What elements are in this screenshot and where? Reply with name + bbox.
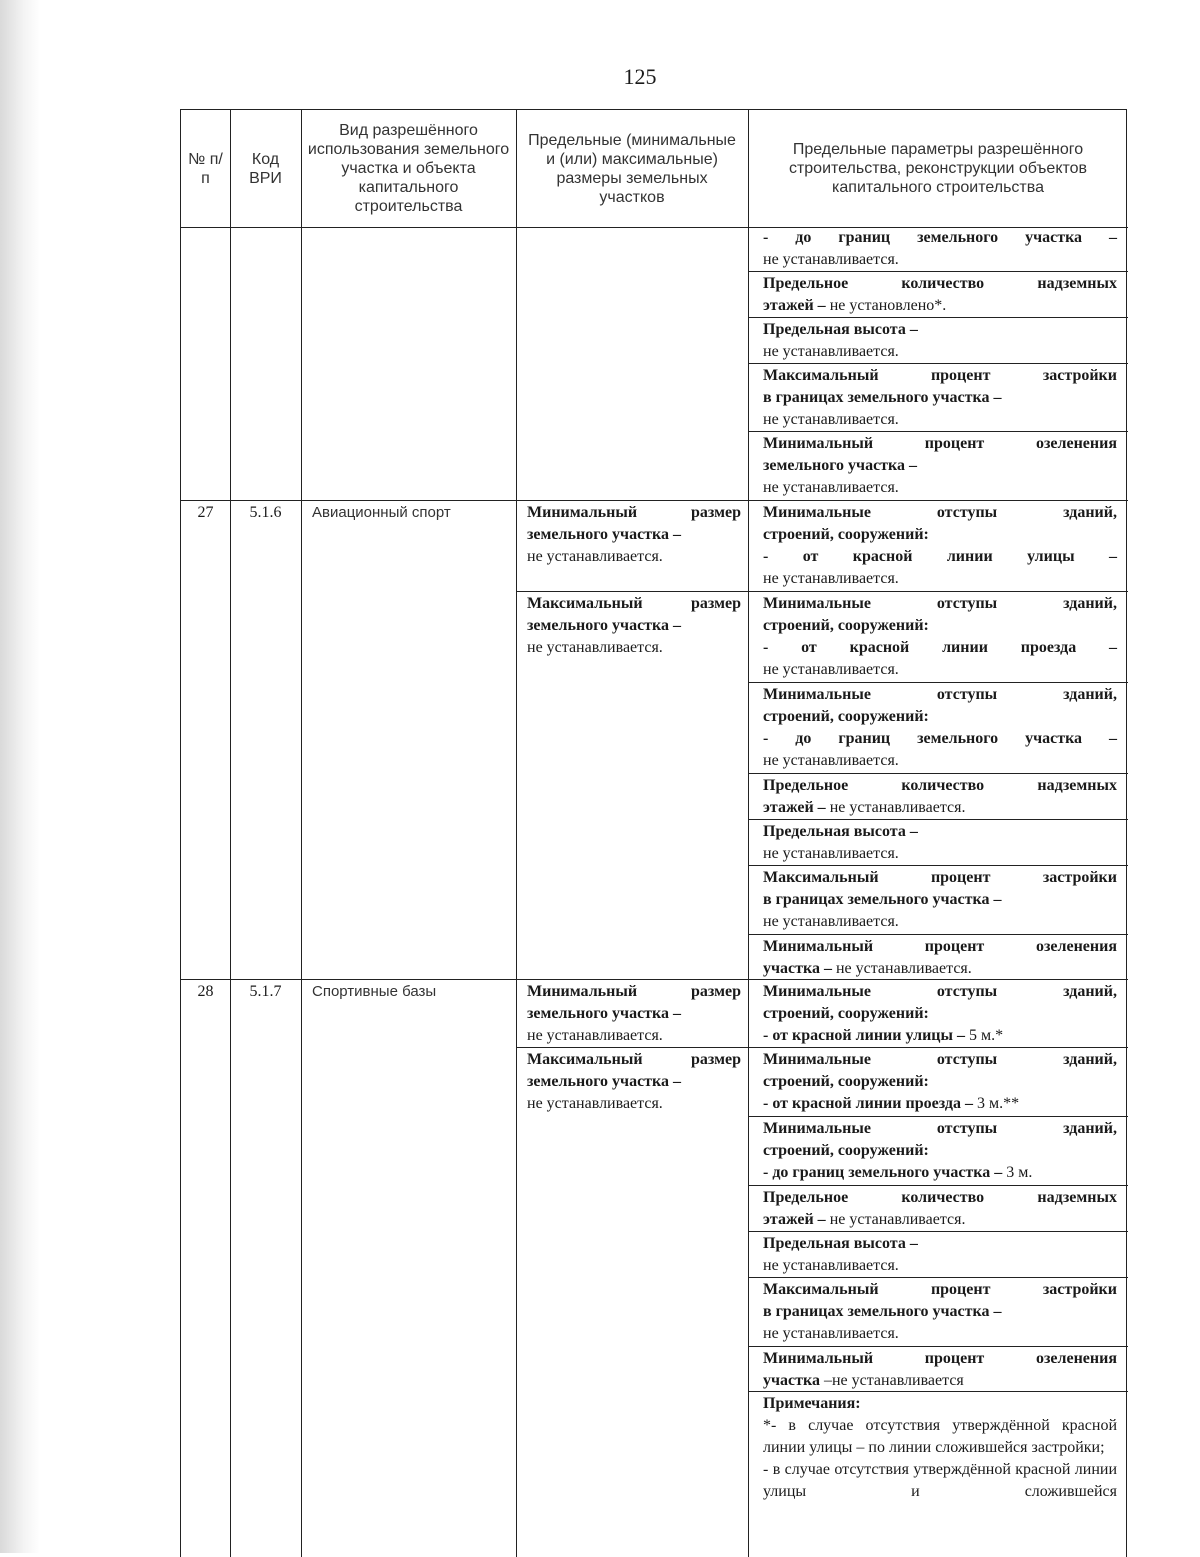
param-etazh: Предельное количество надземных этажей – не устанавливается.: [763, 1189, 1117, 1228]
param-cont-vysota: Предельная высота – не устанавливается.: [763, 321, 918, 360]
row-vri-name: Спортивные базы: [312, 983, 437, 1000]
row-min-size: Минимальный размер земельного участка – не устанавливается.: [527, 983, 741, 1044]
note-1: *- в случае отсутствия утверждённой красной линии улицы – по линии сложившейся застройки;: [763, 1417, 1117, 1456]
header-num: № п/п: [188, 150, 223, 187]
param-ot-proezda: Минимальные отступы зданий, строений, сооружений: - от красной линии проезда – не устанавливается.: [763, 595, 1117, 678]
param-granits: Минимальные отступы зданий, строений, сооружений: - до границ земельного участка – не устанавливается.: [763, 686, 1117, 769]
header-size: Предельные (минимальные и (или) максимальные) размеры земельных участков: [528, 131, 736, 206]
header-params: Предельные параметры разрешённого строительства, реконструкции объектов капитального строительства: [788, 141, 1088, 196]
regulations-table: [180, 109, 1127, 1557]
param-etazh: Предельное количество надземных этажей – не устанавливается.: [763, 777, 1117, 816]
row-max-size: Максимальный размер земельного участка – не устанавливается.: [527, 1051, 741, 1112]
row-code: 5.1.7: [249, 983, 282, 1000]
param-cont-ozel: Минимальный процент озеленения земельного участка – не устанавливается.: [763, 435, 1117, 496]
param-ot-ulitsy: Минимальные отступы зданий, строений, сооружений: - от красной линии улицы – не устанавливается.: [763, 504, 1117, 587]
note-2: - в случае отсутствия утверждённой красной линии улицы и сложившейся: [763, 1461, 1117, 1500]
param-vysota: Предельная высота – не устанавливается.: [763, 823, 918, 862]
notes-title: Примечания:: [763, 1395, 861, 1412]
param-granits: Минимальные отступы зданий, строений, сооружений: - до границ земельного участка – 3 м.: [763, 1120, 1117, 1181]
row-num: 28: [197, 983, 214, 1000]
row-num: 27: [197, 504, 214, 521]
header-vri: Вид разрешённого использования земельного участка и объекта капитального строительства: [307, 122, 510, 215]
param-cont-etazh: Предельное количество надземных этажей – не установлено*.: [763, 275, 1117, 314]
notes: [763, 1393, 1117, 1503]
row-max-size: Максимальный размер земельного участка – не устанавливается.: [527, 595, 741, 656]
row-vri-name: Авиационный спорт: [312, 504, 451, 521]
param-cont-granits: - до границ земельного участка – не устанавливается.: [763, 229, 1117, 268]
param-zastr: Максимальный процент застройки в границах земельного участка – не устанавливается.: [763, 1281, 1117, 1342]
param-ozel: Минимальный процент озеленения участка –не устанавливается: [763, 1350, 1117, 1389]
param-cont-zastr: Максимальный процент застройки в границах земельного участка – не устанавливается.: [763, 367, 1117, 428]
scan-edge-shadow: [0, 0, 40, 1553]
param-vysota: Предельная высота – не устанавливается.: [763, 1235, 918, 1274]
row-code: 5.1.6: [249, 504, 282, 521]
row-min-size: Минимальный размер земельного участка – не устанавливается.: [527, 504, 741, 565]
param-ot-proezda: Минимальные отступы зданий, строений, сооружений: - от красной линии проезда – 3 м.**: [763, 1051, 1117, 1112]
param-zastr: Максимальный процент застройки в границах земельного участка – не устанавливается.: [763, 869, 1117, 930]
param-ozel: Минимальный процент озеленения участка – не устанавливается.: [763, 938, 1117, 977]
page-number: 125: [623, 64, 657, 89]
param-ot-ulitsy: Минимальные отступы зданий, строений, сооружений: - от красной линии улицы – 5 м.*: [763, 983, 1117, 1044]
header-code: Код ВРИ: [249, 150, 282, 187]
